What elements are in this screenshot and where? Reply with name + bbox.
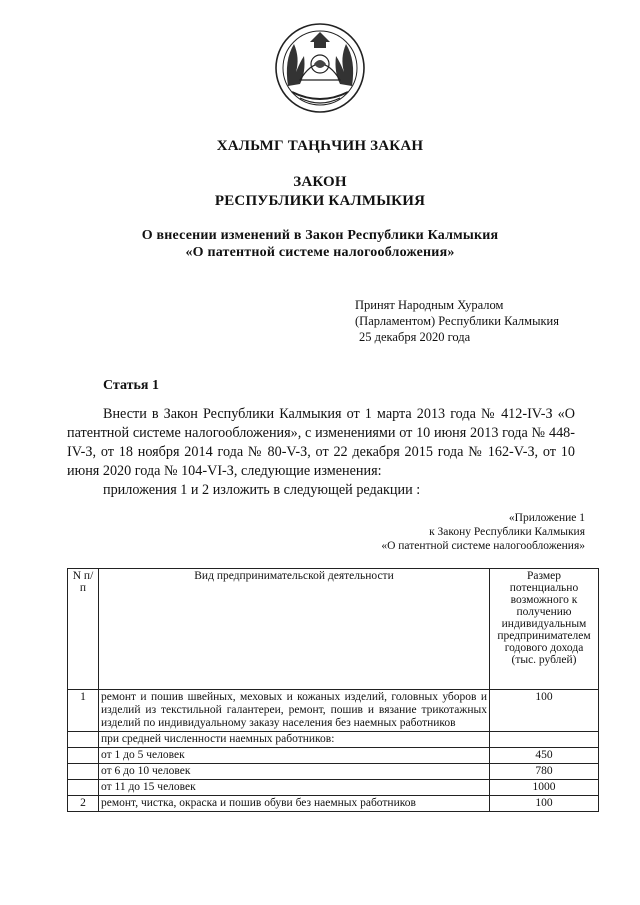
row-amount: 100 <box>490 796 599 812</box>
row-activity: ремонт и пошив швейных, меховых и кожаных изделий, головных уборов и изделий из текстильной галантереи, ремонт, пошив и вязание трикотажных изделий по индивидуальному заказу населения без наемных работников <box>99 690 490 732</box>
row-activity: от 6 до 10 человек <box>99 764 490 780</box>
law-title: ЗАКОН <box>293 174 347 190</box>
republic-title: РЕСПУБЛИКИ КАЛМЫКИЯ <box>214 193 426 209</box>
table-header-row <box>68 569 599 690</box>
row-amount: 1000 <box>490 780 599 796</box>
row-amount <box>490 732 599 748</box>
row-activity: от 11 до 15 человек <box>99 780 490 796</box>
article-body <box>67 405 575 500</box>
row-number <box>68 764 99 780</box>
row-amount: 100 <box>490 690 599 732</box>
appendix-note <box>381 511 585 553</box>
header-number: N п/п <box>68 569 99 690</box>
row-number <box>68 732 99 748</box>
adoption-line-2: (Парламентом) Республики Калмыкия <box>355 314 559 328</box>
row-number <box>68 748 99 764</box>
activity-table <box>67 568 599 812</box>
article-heading: Статья 1 <box>103 378 159 393</box>
row-activity: ремонт, чистка, окраска и пошив обуви без наемных работников <box>99 796 490 812</box>
adoption-note <box>355 297 559 345</box>
header-amount: Размер потенциально возможного к получению индивидуальным предпринимателем годового дохода (тыс. рублей) <box>490 569 599 690</box>
adoption-date: 25 декабря 2020 года <box>359 330 471 344</box>
subject-line-2: «О патентной системе налогообложения» <box>185 245 455 260</box>
table-row <box>68 796 599 812</box>
header-activity: Вид предпринимательской деятельности <box>99 569 490 690</box>
appendix-line-1: «Приложение 1 <box>508 512 585 524</box>
appendix-line-2: к Закону Республики Калмыкия <box>429 526 585 538</box>
adoption-line-1: Принят Народным Хуралом <box>355 298 504 312</box>
table-row <box>68 780 599 796</box>
row-activity: при средней численности наемных работников: <box>99 732 490 748</box>
row-activity: от 1 до 5 человек <box>99 748 490 764</box>
subject-line-1: О внесении изменений в Закон Республики Калмыкия <box>141 228 499 243</box>
row-amount: 780 <box>490 764 599 780</box>
article-paragraph-2: приложения 1 и 2 изложить в следующей редакции : <box>103 482 421 498</box>
table-row <box>68 690 599 732</box>
kalmyk-title: ХАЛЬМГ ТАҢҺЧИН ЗАКАН <box>216 138 424 154</box>
row-amount: 450 <box>490 748 599 764</box>
table-row <box>68 764 599 780</box>
row-number: 2 <box>68 796 99 812</box>
table-row <box>68 732 599 748</box>
appendix-line-3: «О патентной системе налогообложения» <box>381 540 585 552</box>
republic-emblem <box>270 18 370 114</box>
row-number <box>68 780 99 796</box>
table-row <box>68 748 599 764</box>
article-paragraph-1: Внести в Закон Республики Калмыкия от 1 марта 2013 года № 412-IV-З «О патентной системе налогообложения», с изменениями от 10 июня 2013 года № 448-IV-З, от 18 ноября 2014 года № 80-V-З, от 22 декабря 2015 года № 162-V-З, от 10 июня 2020 года № 104-VI-З, следующие изменения: <box>67 406 575 479</box>
row-number: 1 <box>68 690 99 732</box>
